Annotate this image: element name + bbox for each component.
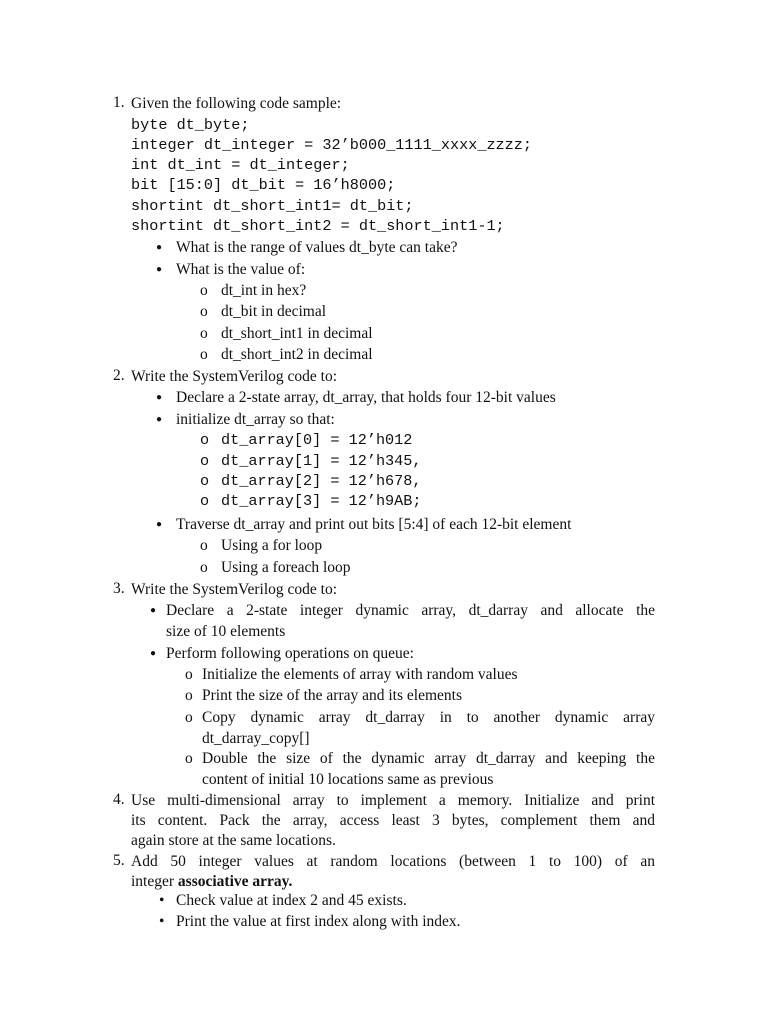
q4-number: 4. — [113, 791, 125, 808]
q5-bullet: Print the value at first index along with index. — [176, 913, 461, 930]
q3-subitem: Initialize the elements of array with random values — [202, 666, 518, 683]
q3-bullet: Perform following operations on queue: — [166, 645, 414, 662]
circle-bullet-icon: o — [185, 709, 193, 726]
q4-text-line: its content. Pack the array, access least 3 bytes, complement them and — [131, 812, 655, 829]
q2-heading: Write the SystemVerilog code to: — [131, 368, 337, 385]
q1-code-line: shortint dt_short_int2 = dt_short_int1-1; — [131, 217, 505, 235]
q5-text-plain: integer — [131, 873, 178, 890]
bullet-icon: ● — [150, 605, 157, 616]
q3-subitem: Print the size of the array and its elements — [202, 687, 462, 704]
q2-code-item: dt_array[3] = 12’h9AB; — [221, 492, 422, 510]
q1-code-line: bit [15:0] dt_bit = 16’h8000; — [131, 176, 396, 194]
circle-bullet-icon: o — [200, 492, 210, 510]
circle-bullet-icon: o — [200, 325, 208, 342]
q5-text-line — [131, 872, 292, 892]
q2-loop-item: Using a for loop — [221, 537, 323, 554]
q2-code-item: dt_array[1] = 12’h345, — [221, 452, 422, 470]
q3-subitem: dt_darray_copy[] — [202, 730, 310, 747]
bullet-icon: ● — [156, 519, 163, 530]
circle-bullet-icon: o — [200, 431, 210, 449]
q3-subitem: Double the size of the dynamic array dt_darray and keeping the — [202, 750, 655, 767]
small-bullet-icon: • — [159, 913, 165, 930]
small-bullet-icon: • — [159, 892, 165, 909]
q1-number: 1. — [113, 94, 125, 111]
q2-code-item: dt_array[0] = 12’h012 — [221, 431, 413, 449]
q2-bullet: Declare a 2-state array, dt_array, that holds four 12-bit values — [176, 389, 556, 406]
circle-bullet-icon: o — [200, 346, 208, 363]
q4-text-line: Use multi-dimensional array to implement a memory. Initialize and print — [131, 792, 655, 809]
q1-code-line: byte dt_byte; — [131, 116, 250, 134]
q1-code-line: shortint dt_short_int1= dt_bit; — [131, 197, 414, 215]
q5-bullet: Check value at index 2 and 45 exists. — [176, 892, 407, 909]
bullet-icon: ● — [156, 392, 163, 403]
circle-bullet-icon: o — [200, 537, 208, 554]
bullet-icon: ● — [150, 648, 157, 659]
circle-bullet-icon: o — [200, 559, 208, 576]
q1-bullet: What is the value of: — [176, 261, 306, 278]
q3-heading: Write the SystemVerilog code to: — [131, 581, 337, 598]
q3-number: 3. — [113, 580, 125, 597]
circle-bullet-icon: o — [200, 472, 210, 490]
q2-code-item: dt_array[2] = 12’h678, — [221, 472, 422, 490]
q1-subitem: dt_bit in decimal — [221, 303, 327, 320]
q3-bullet-line: Declare a 2-state integer dynamic array, dt_darray and allocate the — [166, 602, 655, 619]
q3-bullet-line: size of 10 elements — [166, 623, 286, 640]
q3-subitem: Copy dynamic array dt_darray in to another dynamic array — [202, 709, 655, 726]
q5-number: 5. — [113, 852, 125, 869]
q1-subitem: dt_short_int1 in decimal — [221, 325, 373, 342]
q2-loop-item: Using a foreach loop — [221, 559, 351, 576]
q1-bullet: What is the range of values dt_byte can take? — [176, 239, 458, 256]
q1-code-line: int dt_int = dt_integer; — [131, 156, 350, 174]
q2-bullet: initialize dt_array so that: — [176, 411, 335, 428]
q3-subitem: content of initial 10 locations same as previous — [202, 771, 494, 788]
q1-heading: Given the following code sample: — [131, 95, 342, 112]
circle-bullet-icon: o — [185, 750, 193, 767]
bullet-icon: ● — [156, 264, 163, 275]
bullet-icon: ● — [156, 242, 163, 253]
circle-bullet-icon: o — [200, 303, 208, 320]
circle-bullet-icon: o — [200, 452, 210, 470]
q1-code-line: integer dt_integer = 32’b000_1111_xxxx_zzzz; — [131, 136, 533, 154]
circle-bullet-icon: o — [185, 687, 193, 704]
bullet-icon: ● — [156, 414, 163, 425]
circle-bullet-icon: o — [200, 282, 208, 299]
q5-text-bold: associative array. — [177, 873, 293, 890]
q2-number: 2. — [113, 367, 125, 384]
q1-subitem: dt_int in hex? — [221, 282, 307, 299]
q1-subitem: dt_short_int2 in decimal — [221, 346, 373, 363]
circle-bullet-icon: o — [185, 666, 193, 683]
q5-text-line: Add 50 integer values at random locations (between 1 to 100) of an — [131, 853, 655, 870]
q2-bullet: Traverse dt_array and print out bits [5:4] of each 12-bit element — [176, 516, 572, 533]
q4-text-line: again store at the same locations. — [131, 832, 336, 849]
